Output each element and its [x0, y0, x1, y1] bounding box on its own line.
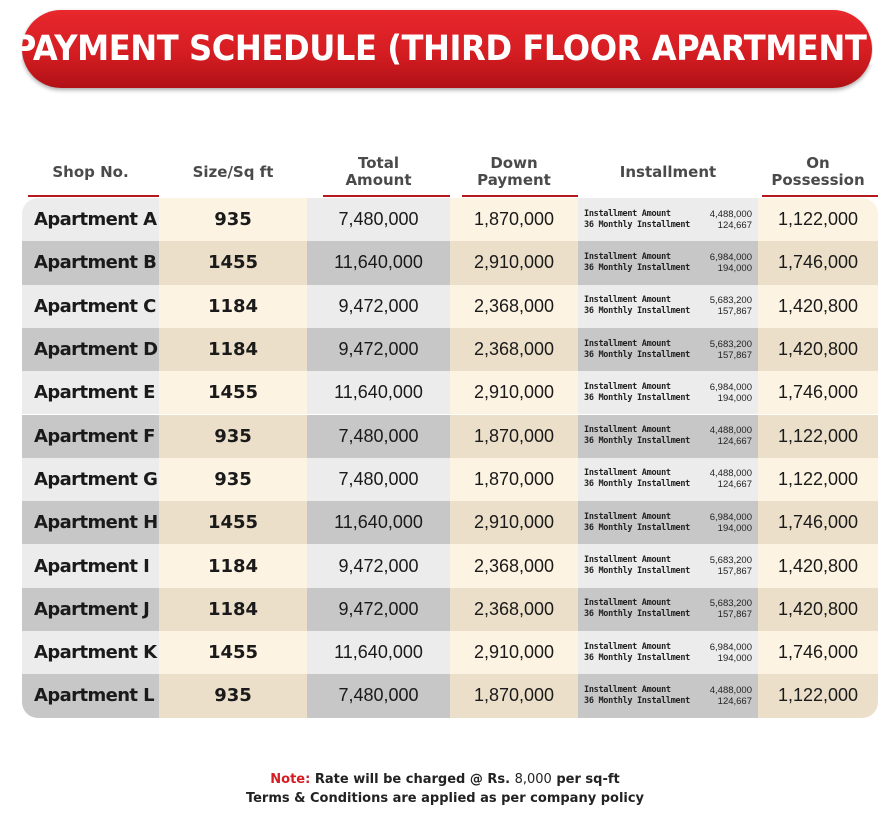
- installment-amount-value: 4,488,000: [709, 208, 752, 220]
- monthly-installment-line: [584, 696, 752, 707]
- row-size: 1455: [159, 371, 307, 414]
- installment-amount-label: Installment Amount: [584, 555, 671, 566]
- row-total-amount: 9,472,000: [307, 285, 450, 328]
- monthly-installment-line: [584, 220, 752, 231]
- row-installment: [578, 198, 758, 241]
- row-total-amount: 11,640,000: [307, 631, 450, 674]
- page-title: PAYMENT SCHEDULE (THIRD FLOOR APARTMENT): [13, 29, 881, 69]
- row-on-possession: 1,420,800: [758, 285, 878, 328]
- row-installment: [578, 674, 758, 717]
- installment-amount-line: [584, 468, 752, 479]
- row-installment: [578, 285, 758, 328]
- table-row: [22, 544, 878, 587]
- installment-amount-value: 6,984,000: [709, 511, 752, 523]
- monthly-installment-label: 36 Monthly Installment: [584, 566, 690, 577]
- monthly-installment-label: 36 Monthly Installment: [584, 349, 690, 360]
- monthly-installment-line: [584, 523, 752, 534]
- installment-amount-label: Installment Amount: [584, 511, 671, 522]
- row-name: Apartment J: [22, 588, 159, 631]
- row-installment: [578, 371, 758, 414]
- monthly-installment-label: 36 Monthly Installment: [584, 392, 690, 403]
- installment-amount-line: [584, 209, 752, 220]
- monthly-installment-label: 36 Monthly Installment: [584, 609, 690, 620]
- row-down-payment: 2,368,000: [450, 328, 578, 371]
- row-down-payment: 1,870,000: [450, 458, 578, 501]
- installment-amount-line: [584, 382, 752, 393]
- table-row: [22, 285, 878, 328]
- monthly-installment-line: [584, 566, 752, 577]
- row-total-amount: 9,472,000: [307, 588, 450, 631]
- installment-amount-label: Installment Amount: [584, 468, 671, 479]
- installment-amount-value: 5,683,200: [709, 598, 752, 610]
- row-on-possession: 1,420,800: [758, 544, 878, 587]
- installment-amount-value: 6,984,000: [709, 251, 752, 263]
- row-size: 1455: [159, 631, 307, 674]
- table-header: [22, 150, 878, 198]
- row-name: Apartment L: [22, 674, 159, 717]
- row-on-possession: 1,746,000: [758, 241, 878, 284]
- installment-amount-label: Installment Amount: [584, 425, 671, 436]
- monthly-installment-label: 36 Monthly Installment: [584, 522, 690, 533]
- row-size: 935: [159, 198, 307, 241]
- row-name: Apartment C: [22, 285, 159, 328]
- header-divider: [462, 195, 578, 197]
- row-down-payment: 1,870,000: [450, 415, 578, 458]
- row-size: 935: [159, 458, 307, 501]
- installment-amount-label: Installment Amount: [584, 641, 671, 652]
- installment-amount-value: 6,984,000: [709, 641, 752, 653]
- monthly-installment-value: 194,000: [717, 522, 752, 534]
- row-down-payment: 2,910,000: [450, 241, 578, 284]
- row-name: Apartment B: [22, 241, 159, 284]
- row-installment: [578, 458, 758, 501]
- monthly-installment-label: 36 Monthly Installment: [584, 695, 690, 706]
- installment-amount-line: [584, 339, 752, 350]
- installment-amount-value: 5,683,200: [709, 555, 752, 567]
- header-down-payment: [450, 150, 578, 194]
- note-rate: 8,000: [514, 772, 552, 787]
- header-installment: Installment: [619, 162, 717, 181]
- row-down-payment: 2,910,000: [450, 631, 578, 674]
- monthly-installment-label: 36 Monthly Installment: [584, 479, 690, 490]
- installment-amount-line: [584, 252, 752, 263]
- monthly-installment-label: 36 Monthly Installment: [584, 436, 690, 447]
- monthly-installment-line: [584, 653, 752, 664]
- row-down-payment: 2,910,000: [450, 371, 578, 414]
- row-installment: [578, 415, 758, 458]
- row-installment: [578, 588, 758, 631]
- monthly-installment-line: [584, 263, 752, 274]
- row-name: Apartment A: [22, 198, 159, 241]
- installment-amount-value: 4,488,000: [709, 684, 752, 696]
- installment-amount-line: [584, 555, 752, 566]
- monthly-installment-label: 36 Monthly Installment: [584, 306, 690, 317]
- monthly-installment-value: 194,000: [717, 392, 752, 404]
- header-total-line2: Amount: [345, 171, 412, 189]
- installment-amount-line: [584, 642, 752, 653]
- monthly-installment-value: 124,667: [717, 695, 752, 707]
- row-down-payment: 2,368,000: [450, 588, 578, 631]
- row-on-possession: 1,122,000: [758, 415, 878, 458]
- monthly-installment-value: 124,667: [717, 479, 752, 491]
- installment-amount-line: [584, 512, 752, 523]
- row-total-amount: 11,640,000: [307, 241, 450, 284]
- table-row: [22, 371, 878, 414]
- installment-amount-label: Installment Amount: [584, 684, 671, 695]
- row-down-payment: 2,368,000: [450, 544, 578, 587]
- table-row: [22, 501, 878, 544]
- monthly-installment-value: 124,667: [717, 219, 752, 231]
- monthly-installment-value: 157,867: [717, 349, 752, 361]
- row-installment: [578, 631, 758, 674]
- table-row: [22, 198, 878, 241]
- row-down-payment: 2,368,000: [450, 285, 578, 328]
- row-installment: [578, 544, 758, 587]
- header-down-line1: Down: [490, 154, 538, 172]
- row-name: Apartment K: [22, 631, 159, 674]
- table-row: [22, 328, 878, 371]
- row-on-possession: 1,746,000: [758, 631, 878, 674]
- installment-amount-value: 5,683,200: [709, 295, 752, 307]
- header-total-amount: [307, 150, 450, 194]
- row-size: 1184: [159, 588, 307, 631]
- note-line-1: [0, 770, 890, 789]
- row-on-possession: 1,122,000: [758, 674, 878, 717]
- header-shop-no: Shop No.: [52, 162, 129, 181]
- row-installment: [578, 501, 758, 544]
- installment-amount-line: [584, 295, 752, 306]
- installment-amount-label: Installment Amount: [584, 598, 671, 609]
- header-divider: [28, 195, 159, 197]
- monthly-installment-line: [584, 479, 752, 490]
- monthly-installment-line: [584, 306, 752, 317]
- monthly-installment-line: [584, 350, 752, 361]
- row-down-payment: 1,870,000: [450, 674, 578, 717]
- installment-amount-label: Installment Amount: [584, 338, 671, 349]
- monthly-installment-line: [584, 609, 752, 620]
- row-name: Apartment E: [22, 371, 159, 414]
- table-row: [22, 415, 878, 458]
- monthly-installment-value: 157,867: [717, 609, 752, 621]
- row-total-amount: 7,480,000: [307, 458, 450, 501]
- note-text-post: per sq-ft: [556, 772, 620, 787]
- footer-note: [0, 770, 890, 808]
- monthly-installment-value: 157,867: [717, 566, 752, 578]
- header-down-line2: Payment: [477, 171, 551, 189]
- monthly-installment-value: 194,000: [717, 652, 752, 664]
- installment-amount-line: [584, 425, 752, 436]
- row-name: Apartment G: [22, 458, 159, 501]
- installment-amount-label: Installment Amount: [584, 295, 671, 306]
- row-size: 1455: [159, 501, 307, 544]
- note-label: Note:: [270, 772, 311, 787]
- row-size: 1184: [159, 328, 307, 371]
- table-row: [22, 458, 878, 501]
- row-size: 1184: [159, 544, 307, 587]
- row-on-possession: 1,122,000: [758, 458, 878, 501]
- row-total-amount: 7,480,000: [307, 415, 450, 458]
- note-text-pre: Rate will be charged @ Rs.: [314, 772, 511, 787]
- row-size: 935: [159, 415, 307, 458]
- header-divider: [323, 195, 450, 197]
- header-total-line1: Total: [358, 154, 399, 172]
- header-on-possession: On Possession: [771, 154, 865, 189]
- monthly-installment-label: 36 Monthly Installment: [584, 262, 690, 273]
- installment-amount-value: 6,984,000: [709, 381, 752, 393]
- table-row: [22, 674, 878, 717]
- row-name: Apartment H: [22, 501, 159, 544]
- table-row: [22, 588, 878, 631]
- monthly-installment-value: 157,867: [717, 306, 752, 318]
- installment-amount-value: 4,488,000: [709, 425, 752, 437]
- note-line-2: Terms & Conditions are applied as per company policy: [245, 791, 645, 806]
- row-down-payment: 1,870,000: [450, 198, 578, 241]
- monthly-installment-label: 36 Monthly Installment: [584, 219, 690, 230]
- title-banner: [13, 10, 881, 88]
- installment-amount-value: 4,488,000: [709, 468, 752, 480]
- row-total-amount: 11,640,000: [307, 371, 450, 414]
- row-name: Apartment D: [22, 328, 159, 371]
- row-size: 1455: [159, 241, 307, 284]
- row-size: 935: [159, 674, 307, 717]
- installment-amount-label: Installment Amount: [584, 381, 671, 392]
- monthly-installment-label: 36 Monthly Installment: [584, 652, 690, 663]
- row-total-amount: 11,640,000: [307, 501, 450, 544]
- monthly-installment-value: 124,667: [717, 436, 752, 448]
- row-name: Apartment I: [22, 544, 159, 587]
- row-installment: [578, 328, 758, 371]
- table-row: [22, 631, 878, 674]
- row-name: Apartment F: [22, 415, 159, 458]
- header-size: Size/Sq ft: [192, 162, 274, 181]
- row-installment: [578, 241, 758, 284]
- installment-amount-label: Installment Amount: [584, 251, 671, 262]
- installment-amount-value: 5,683,200: [709, 338, 752, 350]
- table-row: [22, 241, 878, 284]
- row-total-amount: 7,480,000: [307, 198, 450, 241]
- row-total-amount: 9,472,000: [307, 328, 450, 371]
- row-down-payment: 2,910,000: [450, 501, 578, 544]
- row-total-amount: 9,472,000: [307, 544, 450, 587]
- payment-table: [22, 198, 878, 718]
- row-total-amount: 7,480,000: [307, 674, 450, 717]
- monthly-installment-line: [584, 436, 752, 447]
- header-divider: [762, 195, 878, 197]
- monthly-installment-line: [584, 393, 752, 404]
- installment-amount-line: [584, 598, 752, 609]
- installment-amount-line: [584, 685, 752, 696]
- monthly-installment-value: 194,000: [717, 262, 752, 274]
- row-on-possession: 1,746,000: [758, 501, 878, 544]
- row-on-possession: 1,746,000: [758, 371, 878, 414]
- row-on-possession: 1,420,800: [758, 328, 878, 371]
- row-size: 1184: [159, 285, 307, 328]
- row-on-possession: 1,420,800: [758, 588, 878, 631]
- installment-amount-label: Installment Amount: [584, 208, 671, 219]
- row-on-possession: 1,122,000: [758, 198, 878, 241]
